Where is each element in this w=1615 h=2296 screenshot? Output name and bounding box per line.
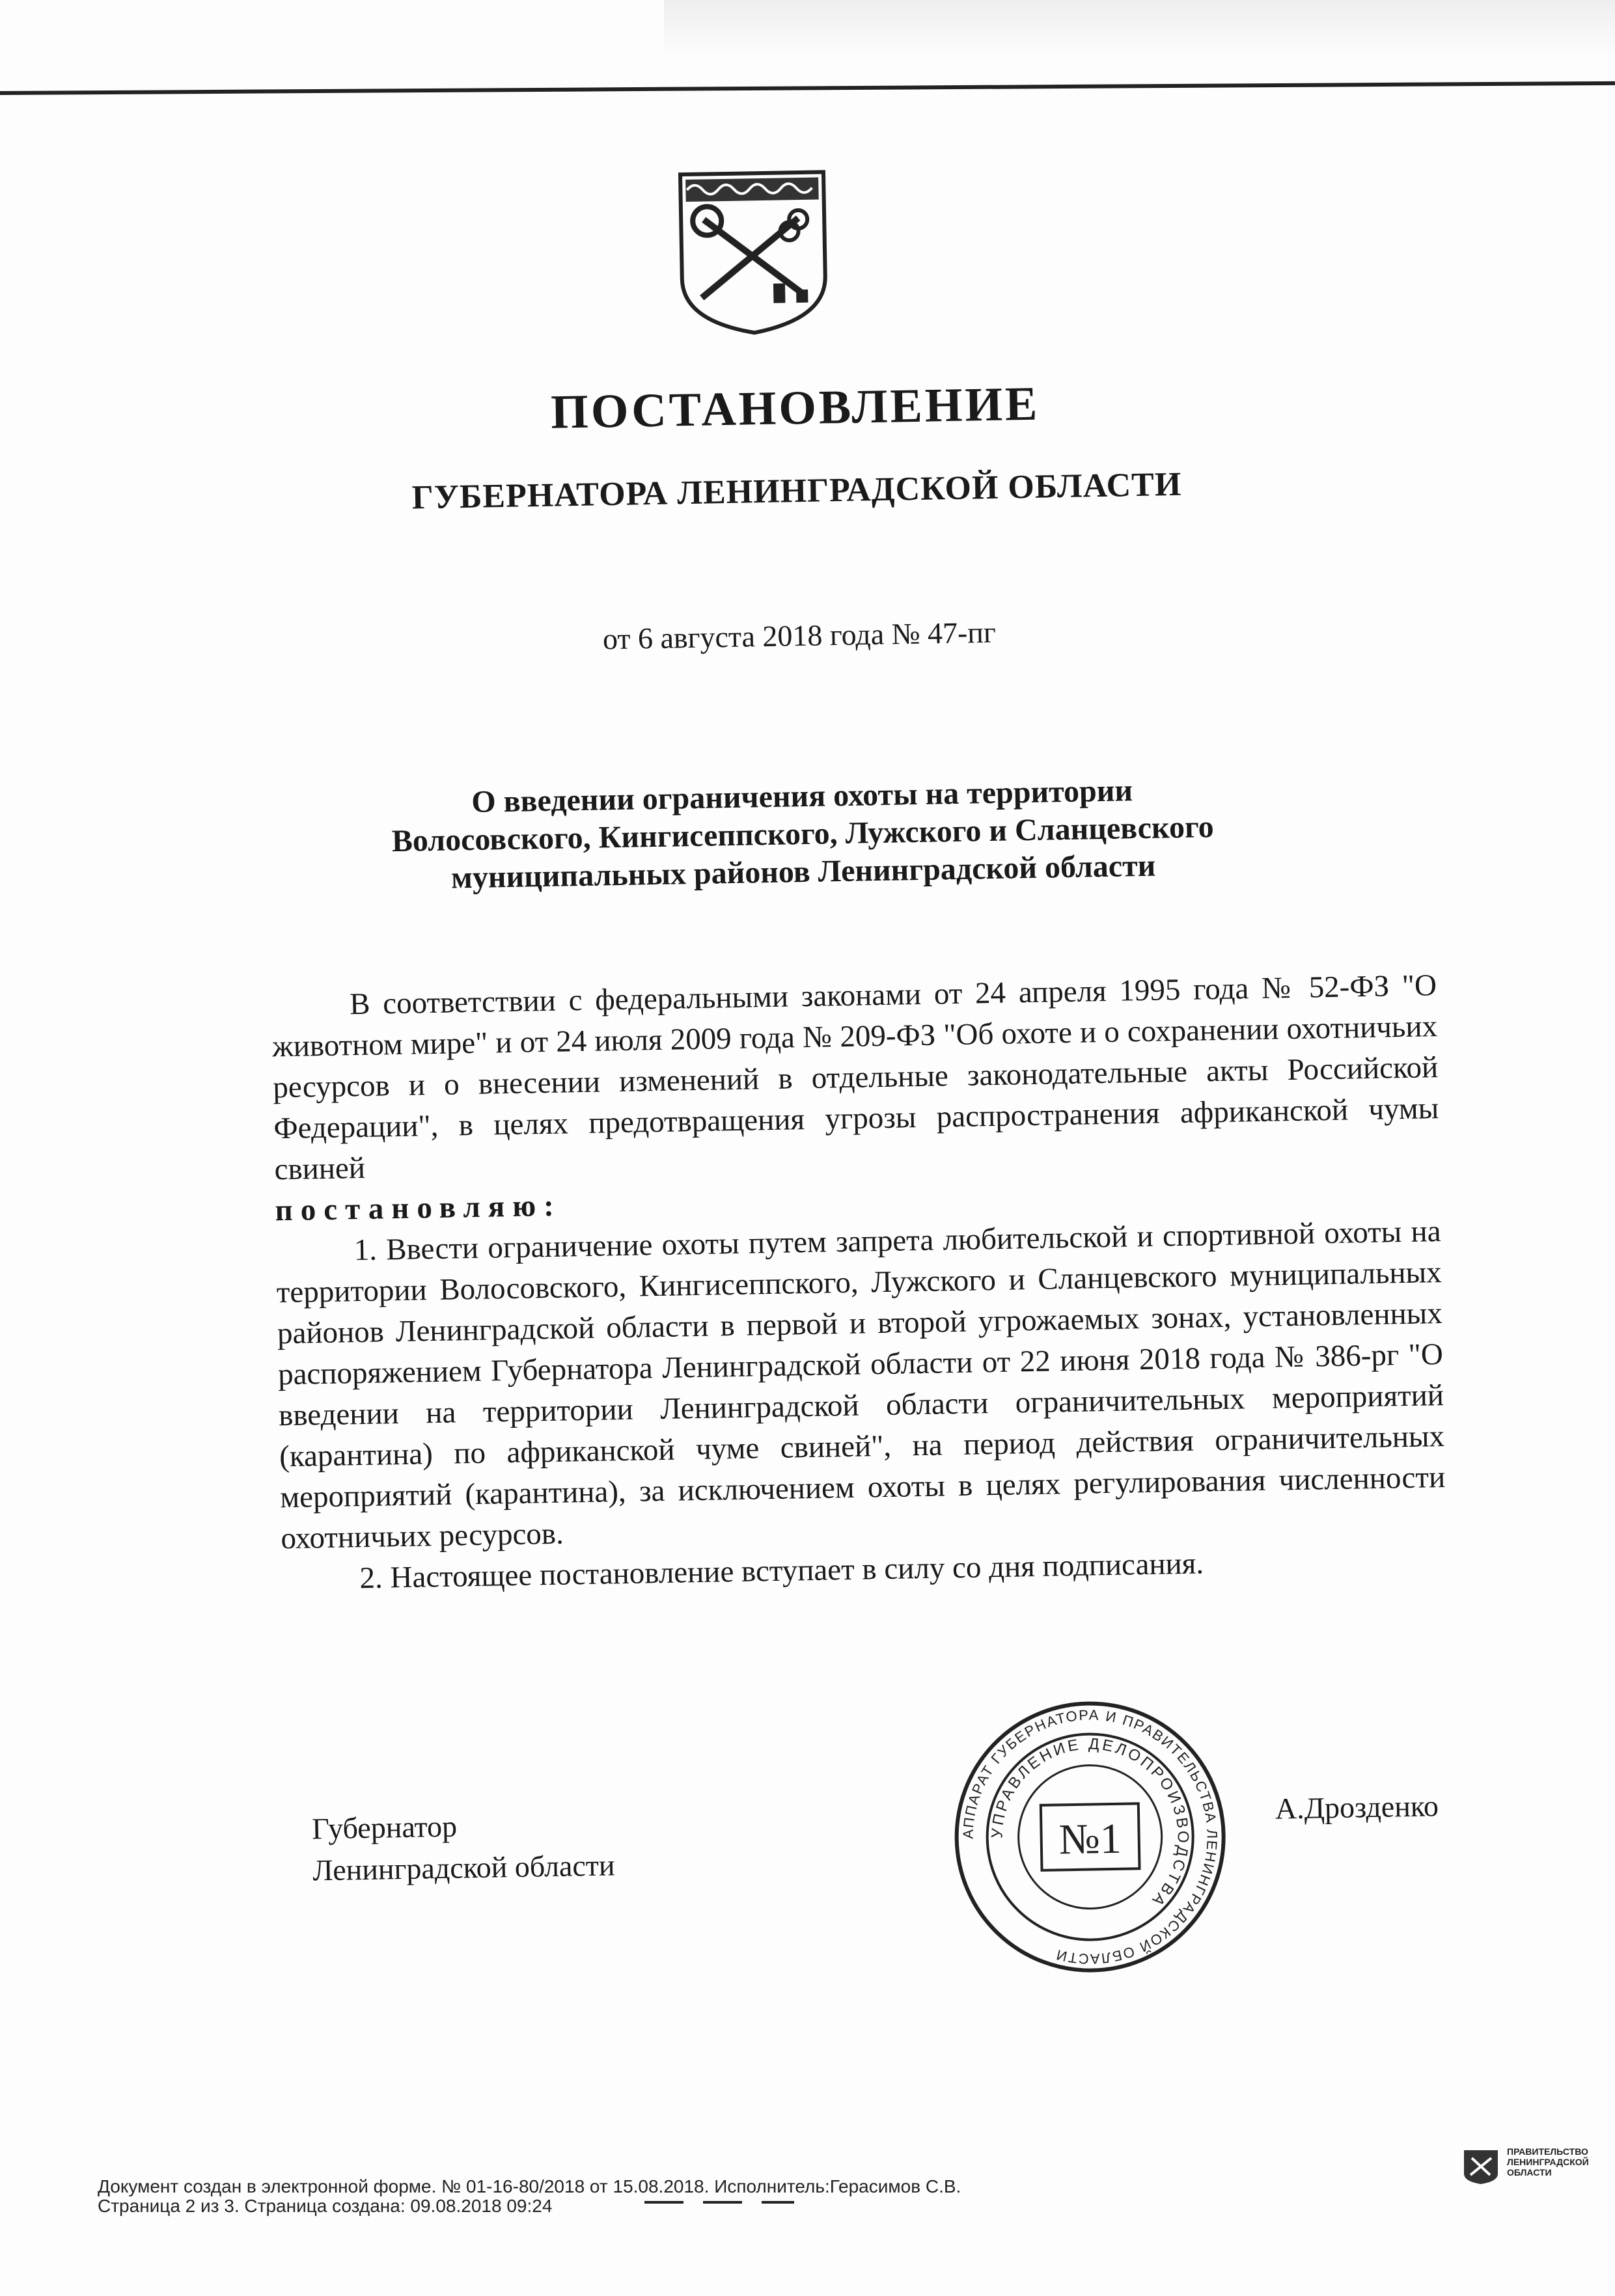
signer-position-line: Ленинградской области: [312, 1848, 615, 1887]
footer-line: Страница 2 из 3. Страница создана: 09.08.2018 09:24: [98, 2196, 553, 2216]
resolve-word: постановляю:: [275, 1188, 562, 1228]
footer-dash-line: [644, 2201, 794, 2204]
footer-org-line: ЛЕНИНГРАДСКОЙ: [1507, 2157, 1589, 2167]
stamp-inner-text: УПРАВЛЕНИЕ ДЕЛОПРОИЗВОДСТВА: [988, 1735, 1192, 1911]
preamble-paragraph: В соответствии с федеральными законами от 24 апреля 1995 года № 52-ФЗ "О животном мире" и от 24 июля 2009 года № 209-ФЗ "Об охоте и о сохранении охотничьих ресурсов и о внесении изменений в отдельные законодательные акты Российской Федерации", в целях предотвращения угрозы распространения африканской чумы свиней: [271, 968, 1439, 1187]
point-1-paragraph: 1. Ввести ограничение охоты путем запрета любительской и спортивной охоты на территории Волосовского, Кингисеппского, Лужского и Сланцевского муниципальных районов Ленинградской области в первой и второй угрожаемых зонах, установленных распоряжением Губернатора Ленинградской области от 22 июня 2018 года № 386-рг "О введении на территории Ленинградской области ограничительных мероприятий (карантина) по африканской чуме свиней", на период действия ограничительных мероприятий (карантина), за исключением охоты в целях регулирования численности охотничьих ресурсов.: [276, 1214, 1446, 1556]
heading-line: О введении ограничения охоты на территории: [471, 773, 1133, 819]
footer-organization: [1507, 2146, 1605, 2178]
document-title: ПОСТАНОВЛЕНИЕ: [550, 377, 1041, 439]
document-body: [271, 965, 1447, 1600]
stamp-center-number: №1: [1058, 1814, 1122, 1864]
point-2-paragraph: 2. Настоящее постановление вступает в силу со дня подписания.: [359, 1546, 1204, 1596]
government-logo-icon: [1461, 2148, 1500, 2185]
document-footer: [98, 2177, 961, 2216]
heading-line: муниципальных районов Ленинградской области: [450, 848, 1156, 895]
footer-org-line: ПРАВИТЕЛЬСТВО: [1507, 2146, 1588, 2157]
office-stamp: [951, 1698, 1229, 1976]
coat-of-arms-icon: [674, 165, 833, 337]
document-issuer: ГУБЕРНАТОРА ЛЕНИНГРАДСКОЙ ОБЛАСТИ: [411, 465, 1182, 517]
footer-line: Документ создан в электронной форме. № 01-16-80/2018 от 15.08.2018. Исполнитель:Герасимов С.В.: [98, 2176, 961, 2196]
heading-line: Волосовского, Кингисеппского, Лужского и Сланцевского: [391, 810, 1215, 859]
signer-position: [312, 1803, 615, 1891]
footer-org-line: ОБЛАСТИ: [1507, 2167, 1552, 2178]
signer-position-line: Губернатор: [311, 1809, 458, 1846]
document-date-number: от 6 августа 2018 года № 47-пг: [602, 615, 997, 656]
signer-name: А.Дрозденко: [1275, 1789, 1439, 1825]
document-heading: [0, 763, 1611, 905]
stamp-outer-text: АППАРАТ ГУБЕРНАТОРА И ПРАВИТЕЛЬСТВА ЛЕНИНГРАДСКОЙ ОБЛАСТИ: [959, 1706, 1221, 1967]
